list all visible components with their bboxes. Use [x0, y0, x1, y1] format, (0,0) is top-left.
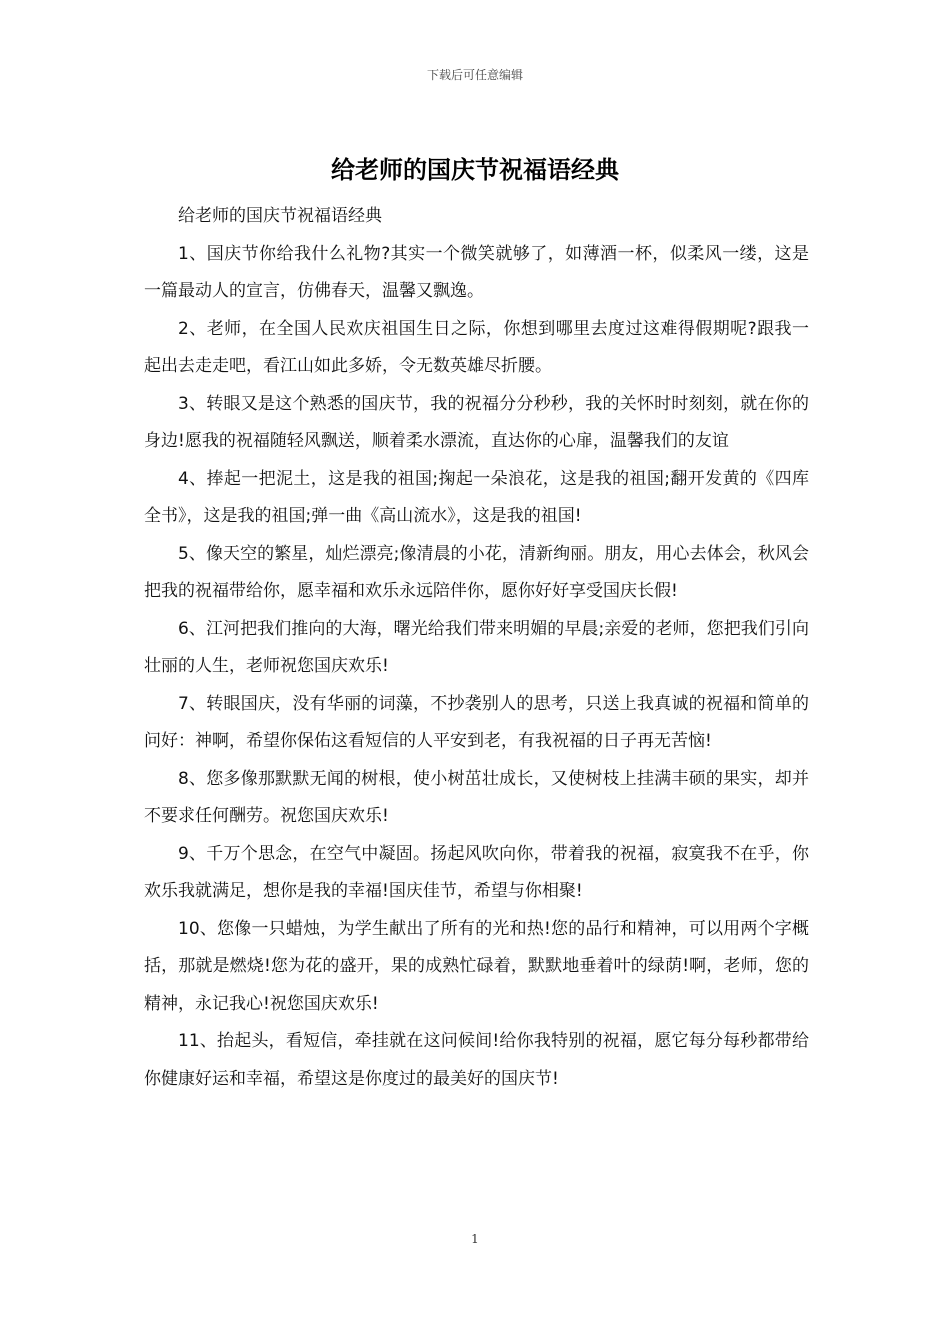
paragraph-4: 4、捧起一把泥土，这是我的祖国;掬起一朵浪花，这是我的祖国;翻开发黄的《四库全书》，这是我的祖国;弹一曲《高山流水》，这是我的祖国! — [144, 468, 809, 526]
paragraph-6: 6、江河把我们推向的大海，曙光给我们带来明媚的早晨;亲爱的老师，您把我们引向壮丽的人生，老师祝您国庆欢乐! — [144, 618, 809, 676]
paragraph-9: 9、千万个思念，在空气中凝固。扬起风吹向你，带着我的祝福，寂寞我不在乎，你欢乐我就满足，想你是我的幸福!国庆佳节，希望与你相聚! — [144, 843, 809, 901]
paragraph-7: 7、转眼国庆，没有华丽的词藻，不抄袭别人的思考，只送上我真诚的祝福和简单的问好：神啊，希望你保佑这看短信的人平安到老，有我祝福的日子再无苦恼! — [144, 693, 809, 751]
paragraph-subtitle: 给老师的国庆节祝福语经典 — [178, 206, 382, 226]
paragraph-3: 3、转眼又是这个熟悉的国庆节，我的祝福分分秒秒，我的关怀时时刻刻，就在你的身边!愿我的祝福随轻风飘送，顺着柔水漂流，直达你的心扉，温馨我们的友谊 — [144, 393, 809, 451]
header-note: 下载后可任意编辑 — [426, 68, 523, 82]
document-body — [144, 198, 809, 1098]
document-title: 给老师的国庆节祝福语经典 — [331, 156, 619, 184]
paragraph-10: 10、您像一只蜡烛，为学生献出了所有的光和热!您的品行和精神，可以用两个字概括，那就是燃烧!您为花的盛开，果的成熟忙碌着，默默地垂着叶的绿荫!啊，老师，您的精神，永记我心!祝您国庆欢乐! — [144, 918, 809, 1014]
paragraph-11: 11、抬起头，看短信，牵挂就在这问候间!给你我特别的祝福，愿它每分每秒都带给你健康好运和幸福，希望这是你度过的最美好的国庆节! — [144, 1031, 809, 1089]
paragraph-5: 5、像天空的繁星，灿烂漂亮;像清晨的小花，清新绚丽。朋友，用心去体会，秋风会把我的祝福带给你，愿幸福和欢乐永远陪伴你，愿你好好享受国庆长假! — [144, 543, 809, 601]
paragraph-8: 8、您多像那默默无闻的树根，使小树茁壮成长，又使树枝上挂满丰硕的果实，却并不要求任何酬劳。祝您国庆欢乐! — [144, 768, 809, 826]
paragraph-1: 1、国庆节你给我什么礼物?其实一个微笑就够了，如薄酒一杯，似柔风一缕，这是一篇最动人的宣言，仿佛春天，温馨又飘逸。 — [144, 243, 809, 301]
page-number: 1 — [471, 1232, 479, 1246]
paragraph-2: 2、老师，在全国人民欢庆祖国生日之际，你想到哪里去度过这难得假期呢?跟我一起出去走走吧，看江山如此多娇，令无数英雄尽折腰。 — [144, 318, 809, 376]
